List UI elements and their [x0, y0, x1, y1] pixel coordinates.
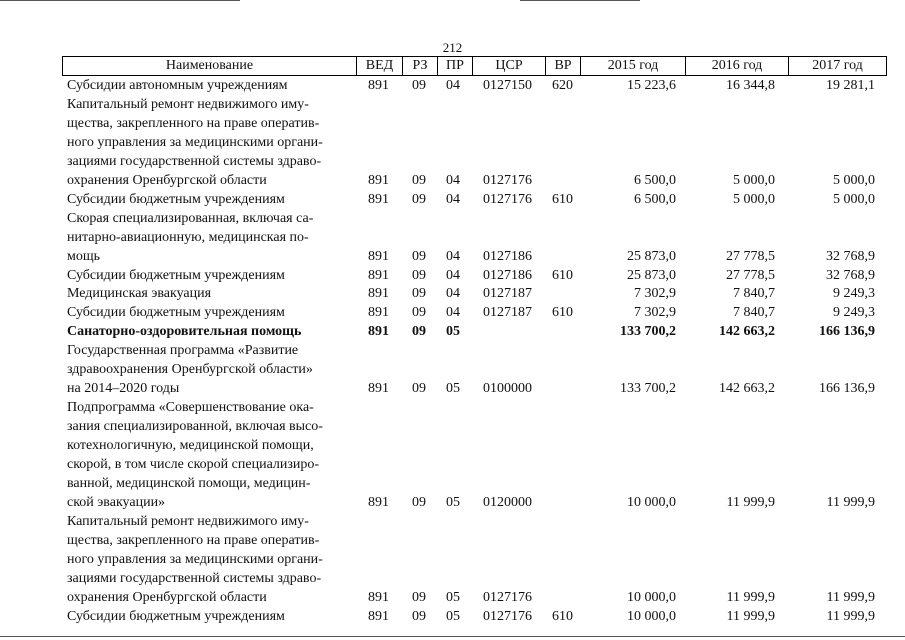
row-pr: 04 — [446, 191, 460, 207]
table-row — [62, 247, 885, 266]
table-row — [62, 341, 885, 360]
row-ved: 891 — [368, 381, 389, 397]
row-value-2016: 142 663,2 — [719, 381, 775, 397]
row-name: скорой, в том числе скорой специализиро- — [67, 457, 320, 472]
row-value-2017: 9 249,3 — [833, 286, 875, 302]
table-row — [62, 550, 885, 569]
row-rz: 09 — [412, 494, 426, 510]
header-2017: 2017 год — [788, 57, 886, 75]
row-ved: 891 — [368, 172, 389, 188]
row-name: ской эвакуации» — [67, 494, 166, 510]
row-name: Капитальный ремонт недвижимого иму- — [67, 96, 309, 112]
row-name: на 2014–2020 годы — [67, 381, 180, 397]
row-ved: 891 — [368, 286, 389, 302]
row-rz: 09 — [412, 381, 426, 397]
row-name: щества, закрепленного на праве оператив- — [67, 115, 320, 131]
table-row — [62, 379, 885, 398]
row-pr: 05 — [446, 494, 460, 510]
row-value-2015: 133 700,2 — [620, 324, 676, 340]
row-name: Субсидии бюджетным учреждениям — [67, 608, 285, 624]
row-value-2016: 11 999,9 — [726, 494, 775, 510]
row-csr: 0127187 — [483, 286, 532, 302]
row-rz: 09 — [412, 78, 426, 93]
row-value-2017: 11 999,9 — [826, 494, 875, 510]
table-row — [62, 436, 885, 455]
header-2015: 2015 год — [580, 57, 685, 75]
row-value-2015: 6 500,0 — [634, 172, 676, 188]
row-name: нитарно-авиационную, медицинская по- — [67, 229, 309, 245]
row-value-2016: 11 999,9 — [726, 589, 775, 605]
row-csr: 0127187 — [483, 305, 532, 321]
row-name: Субсидии бюджетным учреждениям — [67, 267, 285, 283]
header-ved: ВЕД — [356, 57, 402, 75]
row-ved: 891 — [368, 494, 389, 510]
row-csr: 0127150 — [483, 78, 532, 93]
table-row — [62, 303, 885, 322]
row-value-2015: 7 302,9 — [634, 305, 676, 321]
row-value-2017: 32 768,9 — [826, 267, 875, 283]
row-vr: 610 — [552, 305, 573, 321]
row-name: мощь — [67, 248, 101, 264]
table-row — [62, 474, 885, 493]
table-header — [62, 56, 887, 76]
row-value-2017: 32 768,9 — [826, 248, 875, 264]
row-rz: 09 — [412, 589, 426, 605]
row-name: зациями государственной системы здраво- — [67, 570, 322, 586]
row-name: охранения Оренбургской области — [67, 589, 267, 605]
table-row — [62, 228, 885, 247]
row-value-2016: 7 840,7 — [733, 305, 775, 321]
row-name: Субсидии автономным учреждениям — [67, 78, 288, 93]
row-name: Субсидии бюджетным учреждениям — [67, 305, 285, 321]
table-row — [62, 76, 885, 95]
table-row — [62, 190, 885, 209]
table-row — [62, 114, 885, 133]
row-name: Скорая специализированная, включая са- — [67, 210, 314, 226]
table-row — [62, 455, 885, 474]
row-value-2015: 25 873,0 — [627, 267, 676, 283]
header-rz: РЗ — [402, 57, 437, 75]
row-rz: 09 — [412, 191, 426, 207]
row-rz: 09 — [412, 172, 426, 188]
row-vr: 610 — [552, 608, 573, 624]
row-name: Капитальный ремонт недвижимого иму- — [67, 513, 309, 529]
scan-edge-top-left — [0, 0, 240, 1]
table-row — [62, 531, 885, 550]
row-pr: 04 — [446, 305, 460, 321]
row-vr: 610 — [552, 191, 573, 207]
row-pr: 04 — [446, 172, 460, 188]
row-value-2015: 133 700,2 — [620, 381, 676, 397]
row-rz: 09 — [412, 305, 426, 321]
row-value-2017: 19 281,1 — [826, 78, 875, 93]
row-vr: 610 — [552, 267, 573, 283]
row-name: ванной, медицинской помощи, медицин- — [67, 475, 311, 491]
row-value-2016: 142 663,2 — [719, 324, 775, 340]
row-vr: 620 — [552, 78, 573, 93]
row-ved: 891 — [368, 305, 389, 321]
row-pr: 04 — [446, 248, 460, 264]
row-name: котехнологичную, медицинской помощи, — [67, 438, 314, 454]
row-csr: 0127176 — [483, 191, 532, 207]
row-pr: 05 — [446, 608, 460, 624]
row-name: зациями государственной системы здраво- — [67, 153, 322, 169]
row-value-2016: 16 344,8 — [726, 78, 775, 93]
row-value-2015: 10 000,0 — [627, 608, 676, 624]
table-row — [62, 360, 885, 379]
row-pr: 05 — [446, 381, 460, 397]
row-csr: 0127186 — [483, 248, 532, 264]
table-row — [62, 398, 885, 417]
row-rz: 09 — [412, 286, 426, 302]
table-row — [62, 569, 885, 588]
row-rz: 09 — [412, 608, 426, 624]
row-value-2016: 27 778,5 — [726, 248, 775, 264]
row-value-2016: 5 000,0 — [733, 172, 775, 188]
table-row — [62, 171, 885, 190]
table-row — [62, 266, 885, 285]
header-csr: ЦСР — [472, 57, 545, 75]
row-csr: 0100000 — [483, 381, 532, 397]
row-value-2016: 11 999,9 — [726, 608, 775, 624]
scan-edge-top-right — [520, 0, 640, 1]
row-name: зания специализированной, включая высо- — [67, 419, 323, 435]
row-csr: 0127176 — [483, 172, 532, 188]
row-value-2015: 10 000,0 — [627, 494, 676, 510]
table-row — [62, 493, 885, 512]
row-rz: 09 — [412, 248, 426, 264]
row-csr: 0120000 — [483, 494, 532, 510]
row-value-2015: 15 223,6 — [627, 78, 676, 93]
table-row — [62, 588, 885, 607]
row-ved: 891 — [368, 589, 389, 605]
header-vr: ВР — [545, 57, 580, 75]
table-row — [62, 417, 885, 436]
table-row — [62, 209, 885, 228]
row-name: Государственная программа «Развитие — [67, 343, 299, 359]
page-number: 212 — [442, 40, 463, 55]
header-name: Наименование — [165, 58, 254, 73]
row-ved: 891 — [368, 191, 389, 207]
header-2016: 2016 год — [685, 57, 788, 75]
table-row — [62, 284, 885, 303]
row-value-2017: 5 000,0 — [833, 172, 875, 188]
row-name: ного управления за медицинскими органи- — [67, 551, 323, 567]
row-ved: 891 — [368, 78, 389, 93]
table-row — [62, 133, 885, 152]
row-name: здравоохранения Оренбургской области» — [67, 362, 313, 378]
row-name: Подпрограмма «Совершенствование ока- — [67, 400, 314, 416]
row-csr: 0127186 — [483, 267, 532, 283]
row-ved: 891 — [368, 248, 389, 264]
row-rz: 09 — [412, 267, 426, 283]
row-ved: 891 — [368, 324, 389, 340]
row-pr: 04 — [446, 286, 460, 302]
row-value-2016: 27 778,5 — [726, 267, 775, 283]
row-name: щества, закрепленного на праве оператив- — [67, 532, 320, 548]
table-row — [62, 512, 885, 531]
row-pr: 04 — [446, 267, 460, 283]
row-name: охранения Оренбургской области — [67, 172, 267, 188]
row-pr: 05 — [446, 324, 460, 340]
row-value-2015: 25 873,0 — [627, 248, 676, 264]
row-value-2015: 7 302,9 — [634, 286, 676, 302]
row-name: Медицинская эвакуация — [67, 286, 212, 302]
row-name: ного управления за медицинскими органи- — [67, 134, 323, 150]
header-pr: ПР — [437, 57, 472, 75]
row-ved: 891 — [368, 267, 389, 283]
row-ved: 891 — [368, 608, 389, 624]
row-value-2016: 5 000,0 — [733, 191, 775, 207]
row-csr: 0127176 — [483, 589, 532, 605]
row-name: Субсидии бюджетным учреждениям — [67, 191, 285, 207]
row-value-2017: 11 999,9 — [826, 608, 875, 624]
table-row — [62, 607, 885, 626]
row-name: Санаторно-оздоровительная помощь — [67, 324, 302, 340]
row-value-2017: 9 249,3 — [833, 305, 875, 321]
row-pr: 05 — [446, 589, 460, 605]
row-rz: 09 — [412, 324, 426, 340]
table-row — [62, 95, 885, 114]
table-row — [62, 152, 885, 171]
scan-edge-bottom — [0, 636, 905, 637]
row-value-2016: 7 840,7 — [733, 286, 775, 302]
row-value-2015: 6 500,0 — [634, 191, 676, 207]
row-pr: 04 — [446, 78, 460, 93]
row-value-2017: 11 999,9 — [826, 589, 875, 605]
row-value-2017: 166 136,9 — [819, 381, 875, 397]
row-value-2017: 166 136,9 — [819, 324, 875, 340]
row-value-2017: 5 000,0 — [833, 191, 875, 207]
row-value-2015: 10 000,0 — [627, 589, 676, 605]
row-csr: 0127176 — [483, 608, 532, 624]
table-row — [62, 322, 885, 341]
